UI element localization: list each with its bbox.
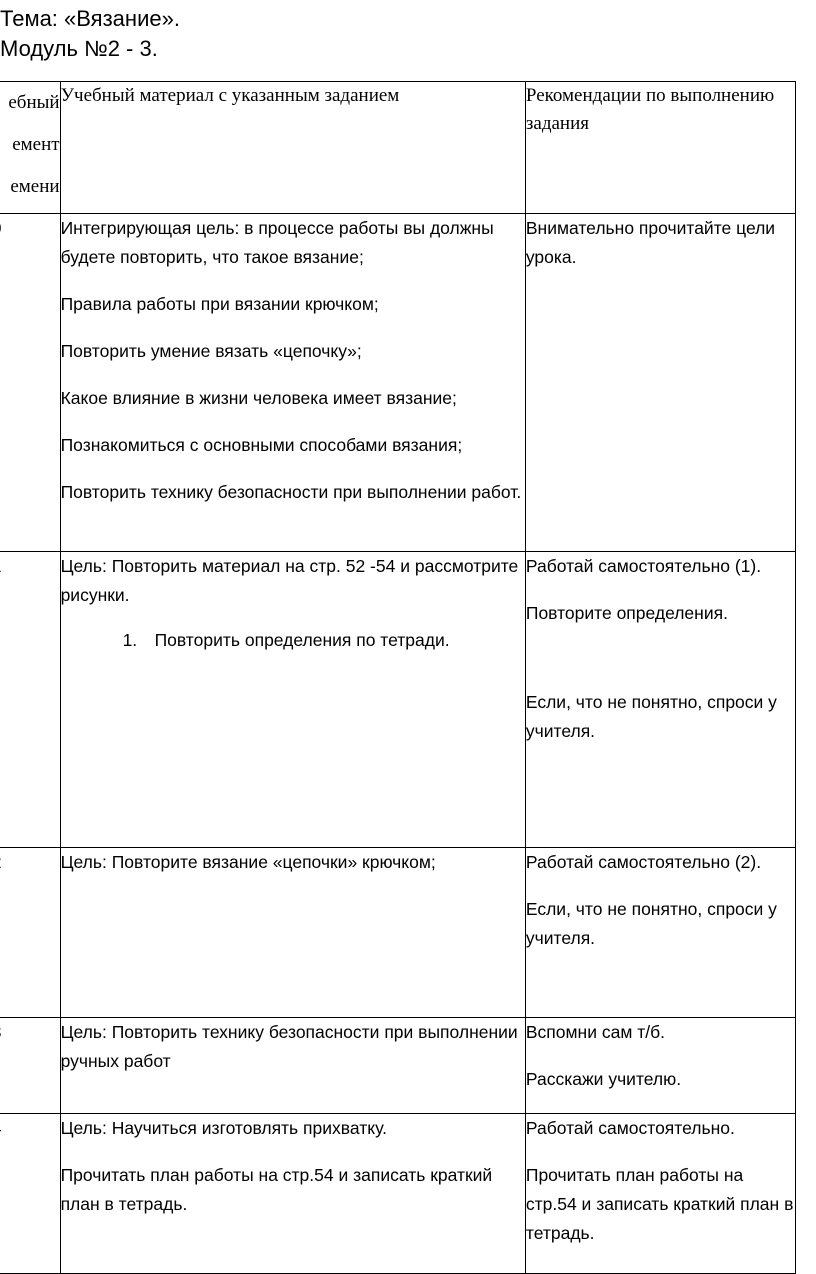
recommendation-text: Прочитать план работы на стр.54 и записать краткий план в тетрадь. <box>525 1165 794 1243</box>
row-number <box>0 214 60 552</box>
recommendation-text: Внимательно прочитайте цели урока. <box>525 218 776 267</box>
row-number <box>0 552 60 848</box>
recommendation-text: Расскажи учителю. <box>525 1069 682 1089</box>
recommendation-cell <box>525 848 795 1018</box>
recommendation-text: Если, что не понятно, спроси у учителя. <box>525 899 777 948</box>
material-text: Повторить умение вязать «цепочку»; <box>60 341 362 361</box>
table-row <box>0 848 796 1018</box>
header-material: Учебный материал с указанным заданием <box>60 82 525 214</box>
module-number: Модуль №2 - 3. <box>0 36 158 61</box>
recommendation-text: Работай самостоятельно (1). <box>525 556 762 576</box>
recommendation-cell <box>525 214 795 552</box>
topic-title: Тема: «Вязание». <box>0 6 180 31</box>
table-row <box>0 1018 796 1114</box>
recommendation-text: Работай самостоятельно. <box>525 1118 735 1138</box>
header-col1-line: емент <box>12 134 60 155</box>
recommendation-cell <box>525 1018 795 1114</box>
material-text: Правила работы при вязании крючком; <box>60 294 379 314</box>
numbered-list <box>61 626 525 655</box>
table-header-row <box>0 82 796 214</box>
module-table <box>0 81 796 1274</box>
material-text: Познакомиться с основными способами вязания; <box>60 435 463 455</box>
material-cell <box>60 552 525 848</box>
material-cell <box>60 214 525 552</box>
material-text: Прочитать план работы на стр.54 и записать краткий план в тетрадь. <box>60 1165 493 1214</box>
list-item-number: 1. <box>122 630 138 650</box>
material-text: Какое влияние в жизни человека имеет вязание; <box>60 388 457 408</box>
table-row <box>0 552 796 848</box>
material-text: Цель: Повторить технику безопасности при выполнении ручных работ <box>60 1022 518 1071</box>
header-recommendations: Рекомендации по выполнению задания <box>525 82 795 214</box>
header-col1-line: ебный <box>8 92 60 113</box>
recommendation-cell <box>525 552 795 848</box>
material-text: Интегрирующая цель: в процессе работы вы должны будете повторить, что такое вязание; <box>60 218 494 267</box>
material-cell <box>60 848 525 1018</box>
list-item <box>123 626 525 655</box>
recommendation-text: Работай самостоятельно (2). <box>525 852 762 872</box>
material-cell <box>60 1114 525 1274</box>
material-text: Цель: Повторите вязание «цепочки» крючком; <box>60 852 436 872</box>
row-number <box>0 1114 60 1274</box>
list-item-text: Повторить определения по тетради. <box>154 630 450 650</box>
recommendation-text: Повторите определения. <box>525 603 728 623</box>
material-cell <box>60 1018 525 1114</box>
recommendation-text: Вспомни сам т/б. <box>525 1022 665 1042</box>
recommendation-text: Если, что не понятно, спроси у учителя. <box>525 692 777 741</box>
material-text: Повторить технику безопасности при выполнении работ. <box>60 482 522 502</box>
header-col1-line: емени <box>10 176 60 197</box>
row-number <box>0 848 60 1018</box>
material-text: Цель: Научиться изготовлять прихватку. <box>60 1118 387 1138</box>
material-text: Цель: Повторить материал на стр. 52 -54 и рассмотрите рисунки. <box>60 556 519 605</box>
row-number <box>0 1018 60 1114</box>
table-row <box>0 1114 796 1274</box>
recommendation-cell <box>525 1114 795 1274</box>
header-element-time <box>0 82 60 214</box>
table-row <box>0 214 796 552</box>
